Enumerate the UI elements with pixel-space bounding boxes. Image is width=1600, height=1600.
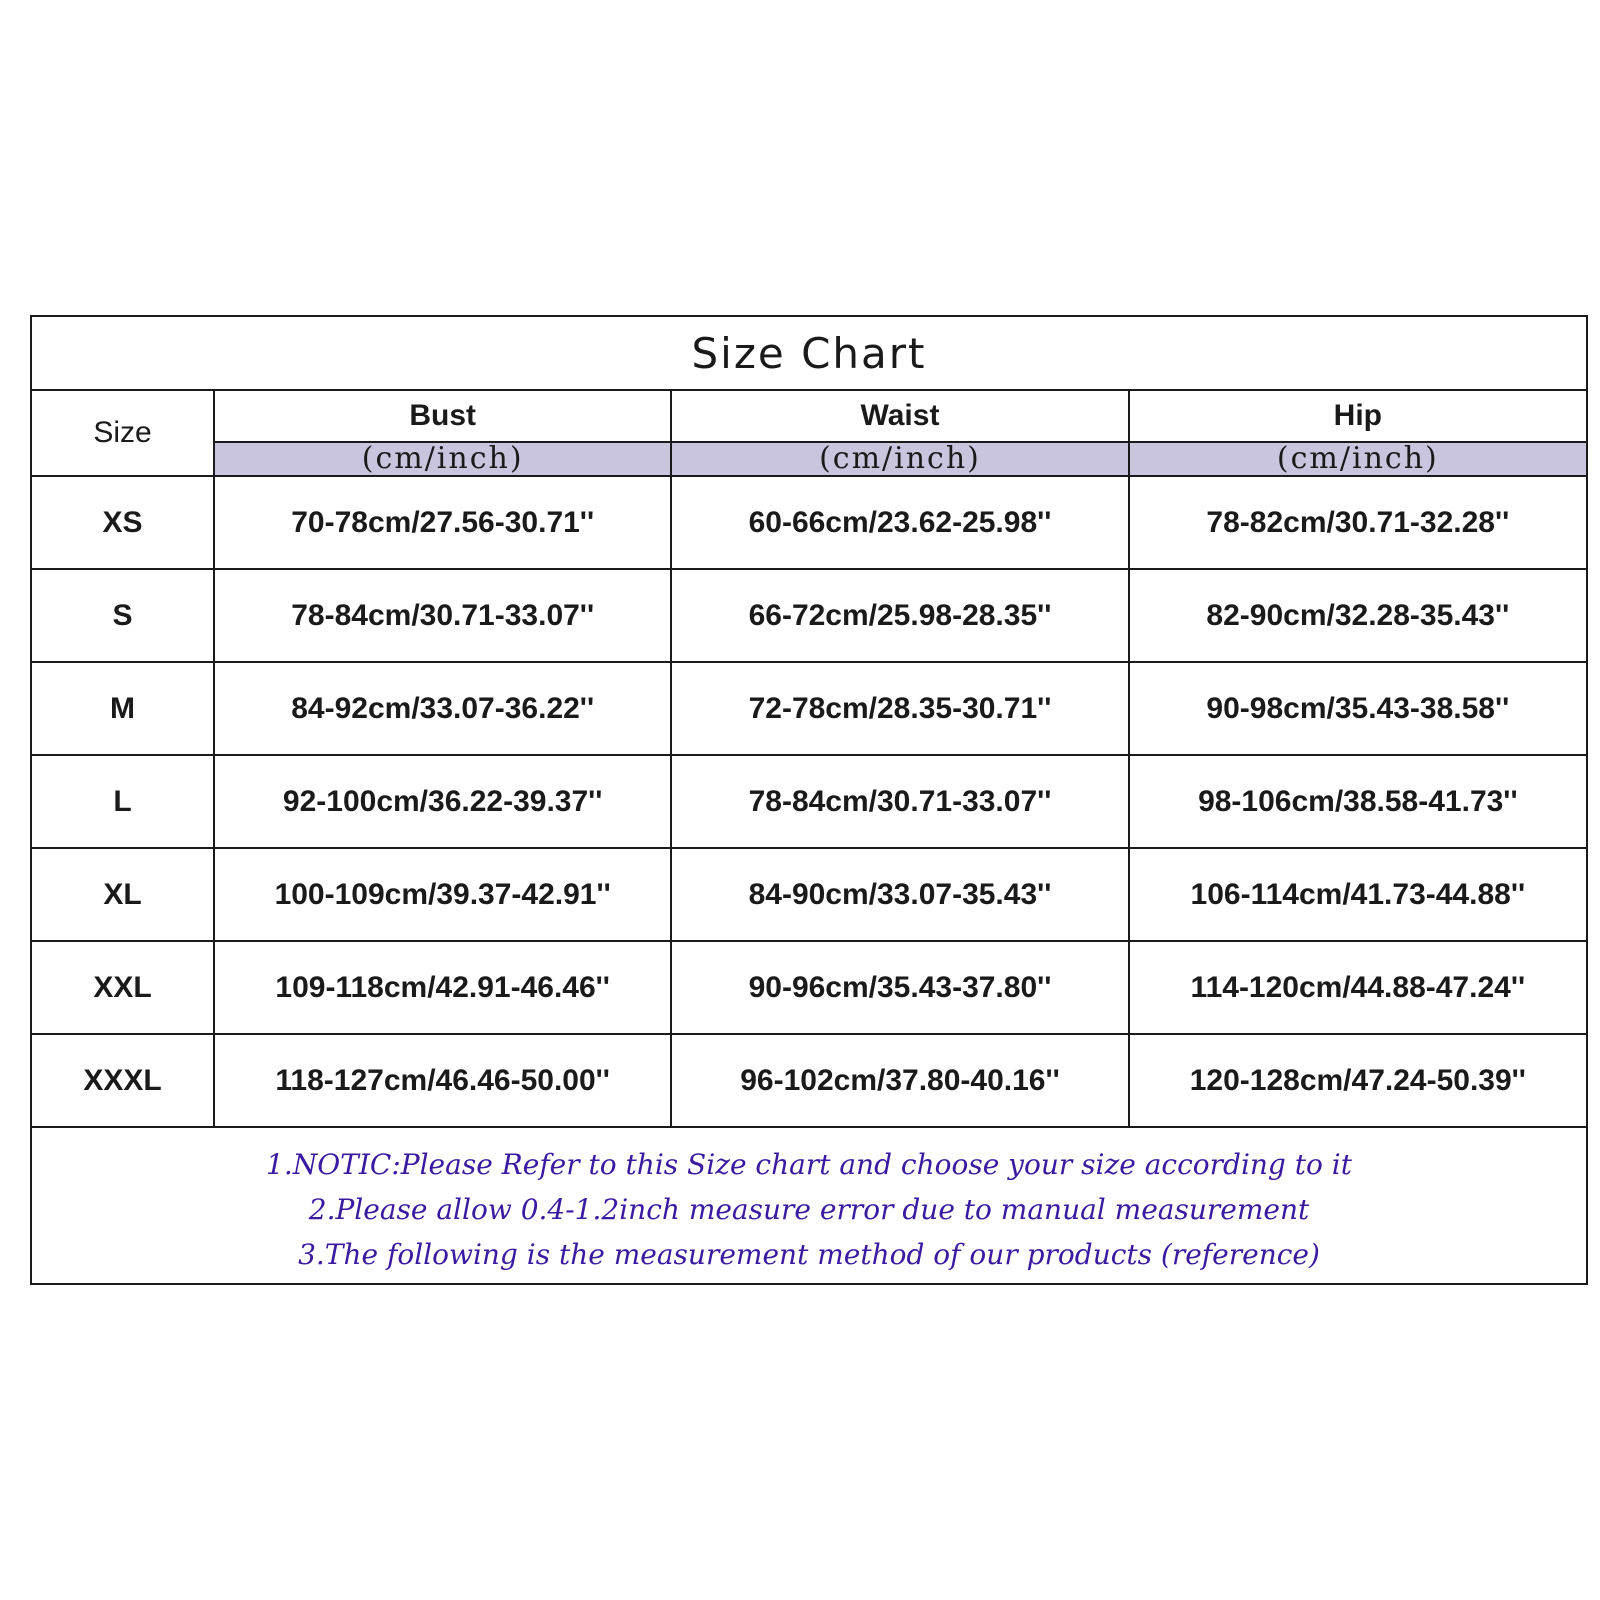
- hip-unit-label: (cm/inch): [1129, 442, 1586, 476]
- waist-cell: 84-90cm/33.07-35.43'': [671, 848, 1128, 941]
- table-row: [32, 755, 1586, 848]
- bust-cell: 118-127cm/46.46-50.00'': [214, 1034, 671, 1127]
- bust-cell: 84-92cm/33.07-36.22'': [214, 662, 671, 755]
- size-cell: L: [32, 755, 214, 848]
- size-cell: XS: [32, 476, 214, 569]
- table-row: [32, 476, 1586, 569]
- table-row: [32, 569, 1586, 662]
- waist-cell: 72-78cm/28.35-30.71'': [671, 662, 1128, 755]
- note-line-3: 3.The following is the measurement method of our products (reference): [298, 1237, 1320, 1271]
- bust-cell: 78-84cm/30.71-33.07'': [214, 569, 671, 662]
- size-column-header: Size: [32, 390, 214, 476]
- bust-unit-label: (cm/inch): [214, 442, 671, 476]
- table-row: [32, 848, 1586, 941]
- bust-column-header: Bust: [214, 390, 671, 442]
- note-line-2: 2.Please allow 0.4-1.2inch measure error due to manual measurement: [308, 1192, 1310, 1226]
- size-cell: XL: [32, 848, 214, 941]
- size-cell: M: [32, 662, 214, 755]
- waist-cell: 66-72cm/25.98-28.35'': [671, 569, 1128, 662]
- waist-cell: 60-66cm/23.62-25.98'': [671, 476, 1128, 569]
- table-row: [32, 662, 1586, 755]
- waist-cell: 90-96cm/35.43-37.80'': [671, 941, 1128, 1034]
- size-cell: XXXL: [32, 1034, 214, 1127]
- hip-cell: 78-82cm/30.71-32.28'': [1129, 476, 1586, 569]
- hip-column-header: Hip: [1129, 390, 1586, 442]
- hip-cell: 90-98cm/35.43-38.58'': [1129, 662, 1586, 755]
- table-row: [32, 941, 1586, 1034]
- note-line-1: 1.NOTIC:Please Refer to this Size chart and choose your size according to it: [266, 1147, 1352, 1181]
- waist-unit-label: (cm/inch): [671, 442, 1128, 476]
- table-row: [32, 1034, 1586, 1127]
- hip-cell: 106-114cm/41.73-44.88'': [1129, 848, 1586, 941]
- bust-cell: 109-118cm/42.91-46.46'': [214, 941, 671, 1034]
- waist-cell: 78-84cm/30.71-33.07'': [671, 755, 1128, 848]
- chart-title: Size Chart: [32, 317, 1586, 390]
- waist-column-header: Waist: [671, 390, 1128, 442]
- bust-cell: 92-100cm/36.22-39.37'': [214, 755, 671, 848]
- size-cell: XXL: [32, 941, 214, 1034]
- waist-cell: 96-102cm/37.80-40.16'': [671, 1034, 1128, 1127]
- hip-cell: 120-128cm/47.24-50.39'': [1129, 1034, 1586, 1127]
- size-chart-table: [32, 317, 1586, 1284]
- bust-cell: 100-109cm/39.37-42.91'': [214, 848, 671, 941]
- hip-cell: 82-90cm/32.28-35.43'': [1129, 569, 1586, 662]
- bust-cell: 70-78cm/27.56-30.71'': [214, 476, 671, 569]
- size-cell: S: [32, 569, 214, 662]
- notes-section: [32, 1127, 1586, 1284]
- hip-cell: 114-120cm/44.88-47.24'': [1129, 941, 1586, 1034]
- size-chart: [30, 315, 1588, 1285]
- hip-cell: 98-106cm/38.58-41.73'': [1129, 755, 1586, 848]
